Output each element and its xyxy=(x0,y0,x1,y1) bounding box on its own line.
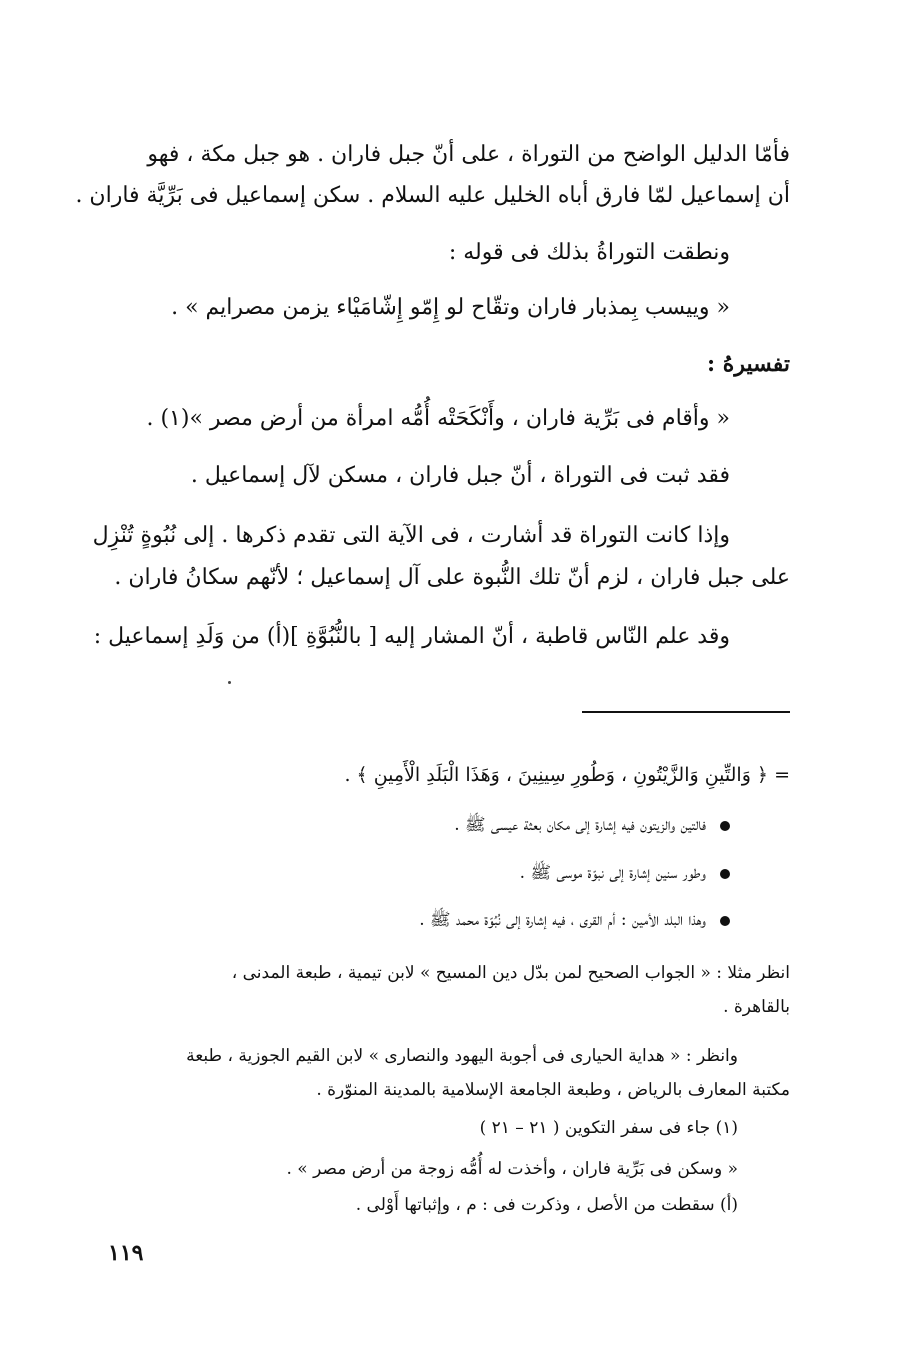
body-line-1: فأمّا الدليل الواضح من التوراة ، على أنّ جبل فاران . هو جبل مكة ، فهو xyxy=(147,142,790,167)
footnote-bullet-3 xyxy=(419,907,790,933)
quote-line: « وييسب بِمذبار فاران وتقّاح لو إِمّو إِشّامَيْاء يزمن مصرايم » . xyxy=(171,295,730,320)
body-line-2: أن إسماعيل لمّا فارق أباه الخليل عليه السلام . سكن إسماعيل فى بَرِّيَّة فاران . xyxy=(75,183,790,208)
tafsir-heading: تفسيرهُ : xyxy=(707,351,790,377)
footnote-bullet-1 xyxy=(454,812,790,838)
footnote-bullet-text: وطور سنين إشارة إلى نبوّة موسى ﷺ . xyxy=(519,863,706,883)
reference-2-line-1: وانظر : « هداية الحيارى فى أجوبة اليهود والنصارى » لابن القيم الجوزية ، طبعة xyxy=(186,1046,738,1066)
bullet-icon xyxy=(720,916,730,926)
bullet-icon xyxy=(720,869,730,879)
translation-line: « وأقام فى بَرِّية فاران ، وأَنْكَحَتْه أُمُّه امرأة من أرض مصر »(١) . xyxy=(146,406,730,431)
body-line-10: وقد علم النّاس قاطبة ، أنّ المشار إليه [ بالنُّبُوَّةِ ](أ) من وَلَدِ إسماعيل : xyxy=(93,624,730,649)
note-1-line-2: « وسكن فى بَرِّية فاران ، وأخذت له أُمُّه زوجة من أرض مصر » . xyxy=(286,1159,738,1179)
reference-1-line-2: بالقاهرة . xyxy=(723,997,790,1017)
footnote-bullet-text: وهذا البلد الأمين : أم القرى ، فيه إشارة إلى نُبُوّة محمد ﷺ . xyxy=(419,910,706,930)
footnote-bullet-2 xyxy=(520,860,790,886)
body-line-8: وإذا كانت التوراة قد أشارت ، فى الآية التى تقدم ذكرها . إلى نُبُوةٍ تُنْزِل xyxy=(92,523,730,548)
reference-1-line-1: انظر مثلا : « الجواب الصحيح لمن بدّل دين المسيح » لابن تيمية ، طبعة المدنى ، xyxy=(231,963,790,983)
reference-2-line-2: مكتبة المعارف بالرياض ، وطبعة الجامعة الإسلامية بالمدينة المنوّرة . xyxy=(316,1080,790,1100)
body-line-3: ونطقت التوراةُ بذلك فى قوله : xyxy=(448,240,730,265)
footnote-separator xyxy=(582,711,790,713)
print-speck xyxy=(228,681,231,684)
footnote-quran-line: = ﴿ وَالتِّينِ وَالزَّيْتُونِ ، وَطُورِ سِينِينَ ، وَهَذَا الْبَلَدِ الْأَمِينِ ﴾ . xyxy=(344,764,790,786)
bullet-icon xyxy=(720,821,730,831)
footnote-bullet-text: فالتين والزيتون فيه إشارة إلى مكان بعثة عيسى ﷺ . xyxy=(454,815,706,835)
body-line-7: فقد ثبت فى التوراة ، أنّ جبل فاران ، مسكن لآل إسماعيل . xyxy=(190,463,730,488)
note-1-line-1: (١) جاء فى سفر التكوين ( ٢١ – ٢١ ) xyxy=(479,1118,738,1138)
body-line-9: على جبل فاران ، لزم أنّ تلك النُّبوة على آل إسماعيل ؛ لأنّهم سكانُ فاران . xyxy=(114,565,790,590)
page-number: ١١٩ xyxy=(108,1240,144,1266)
note-a-line: (أ) سقطت من الأصل ، وذكرت فى : م ، وإثباتها أَوْلى . xyxy=(355,1195,738,1215)
